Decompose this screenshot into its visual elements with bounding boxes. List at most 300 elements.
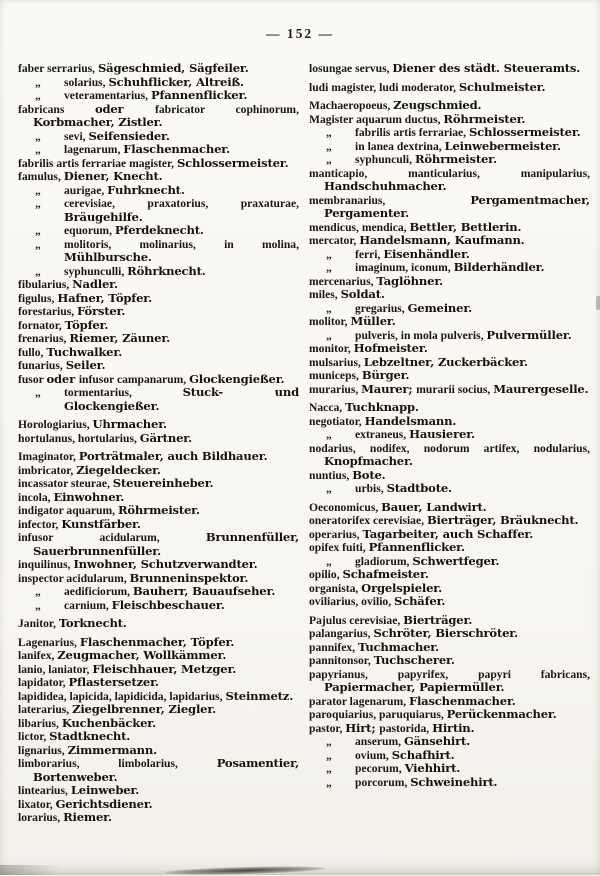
german-translation: Förster. (77, 304, 126, 318)
german-translation: Seifensieder. (88, 128, 170, 143)
latin-term: lictor, (18, 730, 50, 743)
latin-term: fabrilis artis ferrariae, (355, 126, 469, 139)
latin-term: famulus, (18, 170, 64, 183)
latin-term: solarius, (64, 75, 109, 89)
latin-term: mercator, (309, 234, 360, 247)
dictionary-entry (309, 302, 590, 316)
latin-term: Janitor, (18, 617, 59, 630)
latin-term: parator lagenarum, (309, 694, 409, 708)
german-translation: Röhrknecht. (127, 263, 206, 278)
latin-term: cerevisiae, praxatorius, praxaturae, (64, 197, 299, 210)
latin-term: membranarius, (309, 193, 471, 207)
latin-term: opilio, (309, 568, 343, 581)
german-translation: Leinwebermeister. (444, 138, 561, 153)
ditto-mark: „ (326, 482, 332, 495)
latin-term: nuntius, (309, 468, 353, 482)
dictionary-entry (18, 757, 299, 784)
ditto-mark: „ (35, 237, 41, 251)
dictionary-entry (18, 798, 299, 812)
german-translation: Bräugehilfe. (64, 209, 143, 224)
german-translation: Diener des städt. Steueramts. (392, 61, 581, 75)
latin-term: fabrilis artis ferrariae magister, (18, 156, 177, 170)
german-translation: Bote. (352, 467, 386, 482)
ditto-mark: „ (326, 261, 332, 274)
dictionary-entry (309, 695, 590, 709)
latin-term: palangarius, (309, 627, 374, 640)
latin-term: aurigae, (64, 183, 108, 197)
dictionary-entry (309, 749, 590, 763)
dictionary-entry (309, 428, 590, 442)
german-translation: Seiler. (65, 358, 106, 372)
german-translation: Schwertfeger. (412, 553, 500, 568)
latin-term: losungae servus, (309, 62, 393, 75)
german-translation: Gerichtsdiener. (55, 796, 153, 811)
german-translation: Schuhflicker, Altreiß. (108, 74, 244, 89)
german-translation: Stadtbote. (386, 481, 452, 495)
german-translation: Bauherr, Bauaufseher. (132, 584, 276, 598)
latin-term: organista, (309, 581, 362, 595)
dictionary-entry (309, 261, 590, 275)
latin-term: papyrianus, papyrifex, papyri fabricans, (309, 667, 590, 681)
dictionary-entry (309, 541, 590, 555)
latin-term: negotiator, (309, 414, 365, 428)
german-translation: Hirtin. (432, 720, 475, 735)
ditto-mark: „ (35, 143, 41, 156)
german-translation: Handschuhmacher. (324, 179, 447, 193)
german-translation: Flaschenmacher. (123, 142, 230, 156)
dictionary-entry (309, 342, 590, 356)
dictionary-entry (309, 329, 590, 343)
german-translation: Bettler, Bettlerin. (409, 219, 522, 234)
german-translation: Glockengießer. (189, 371, 285, 386)
german-translation: Pferdeknecht. (114, 223, 204, 237)
dictionary-entry (309, 469, 590, 483)
dictionary-entry (309, 288, 590, 302)
latin-term: equorum, (64, 224, 115, 237)
latin-term: opifex fuiti, (309, 541, 369, 554)
latin-term: lignarius, (18, 743, 68, 757)
dictionary-entry (309, 369, 590, 383)
german-translation: Fleischbeschauer. (111, 597, 225, 612)
latin-term: forestarius, (18, 305, 78, 318)
dictionary-entry (18, 663, 299, 677)
dictionary-entry (309, 442, 590, 469)
german-translation: Röhrmeister. (414, 152, 497, 166)
latin-term: infusor campanarum, (78, 372, 190, 386)
dictionary-entry (18, 143, 299, 157)
latin-term: syphunculi, (355, 153, 415, 166)
dictionary-entry (309, 234, 590, 248)
german-translation: Tuchknapp. (345, 400, 419, 414)
german-translation: Steinmetz. (225, 688, 294, 703)
dictionary-entry (309, 315, 590, 329)
dictionary-entry (18, 649, 299, 663)
latin-term: indigator aquarum, (18, 504, 118, 517)
ditto-mark: „ (326, 139, 332, 153)
dictionary-entry (309, 735, 590, 749)
latin-term: fusor (18, 372, 47, 386)
dictionary-entry (309, 140, 590, 154)
german-translation: Riemer, Zäuner. (69, 331, 170, 345)
dictionary-entry (309, 356, 590, 370)
german-translation: Müller. (350, 314, 396, 328)
latin-term: pastorida, (379, 721, 433, 735)
dictionary-entry (309, 514, 590, 528)
german-translation: Stadtknecht. (49, 729, 131, 743)
german-translation: Schröter, Bierschröter. (373, 626, 518, 640)
german-translation: Eisenhändler. (383, 246, 470, 261)
latin-term: lixator, (18, 797, 56, 811)
dictionary-entry (18, 238, 299, 265)
dictionary-entry (309, 81, 590, 95)
ditto-mark: „ (326, 554, 332, 568)
german-translation: Gemeiner. (407, 300, 473, 315)
german-translation: Tuchwalker. (46, 344, 123, 359)
latin-term: molitor, (309, 315, 351, 328)
latin-term: lapididea, lapicida, lapidicida, lapidarius, (18, 689, 226, 703)
scan-artifact (0, 865, 60, 875)
latin-term: Horologiarius, (18, 418, 93, 431)
german-translation: Gärtner. (139, 430, 192, 445)
german-translation: Röhrmeister. (443, 111, 526, 126)
dictionary-entry (18, 744, 299, 758)
dictionary-entry (309, 482, 590, 496)
latin-term: veteramentarius, (64, 89, 151, 102)
dictionary-entry (309, 415, 590, 429)
latin-term: fullo, (18, 345, 47, 359)
latin-term: operarius, (309, 527, 363, 541)
dictionary-entry (309, 641, 590, 655)
ditto-mark: „ (35, 183, 41, 197)
ditto-mark: „ (326, 247, 332, 261)
german-translation: Schafhirt. (391, 747, 455, 762)
latin-term: limborarius, limbolarius, (18, 757, 217, 770)
german-translation: Tuchmacher. (357, 639, 439, 654)
ditto-mark: „ (326, 153, 332, 166)
dictionary-entry (309, 194, 590, 221)
dictionary-entry (18, 305, 299, 319)
dictionary-entry (309, 99, 590, 113)
german-translation: Flaschenmacher. (408, 693, 516, 708)
dictionary-entry (309, 722, 590, 736)
german-translation: Fleischhauer, Metzger. (92, 661, 237, 676)
latin-term: oneratorifex cerevisiae, (309, 514, 427, 527)
ditto-mark: „ (326, 775, 332, 789)
dictionary-entry (18, 717, 299, 731)
dictionary-entry (18, 359, 299, 373)
latin-term: incassator steurae, (18, 477, 113, 490)
german-translation: Brunneninspektor. (129, 570, 249, 585)
dictionary-entry (18, 62, 299, 76)
latin-term: lorarius, (18, 811, 64, 824)
latin-term: funarius, (18, 359, 66, 372)
german-translation: Korbmacher, Zistler. (33, 115, 163, 129)
german-translation: Knopfmacher. (324, 454, 413, 468)
german-translation: oder (46, 371, 79, 386)
ditto-mark: „ (35, 386, 41, 399)
dictionary-entry (18, 703, 299, 717)
dictionary-entry (309, 528, 590, 542)
ditto-mark: „ (326, 301, 332, 315)
latin-term: infector, (18, 517, 62, 531)
dictionary-entry (18, 197, 299, 224)
german-translation: Stuck- und Glockengießer. (64, 385, 299, 413)
german-translation: Bauer, Landwirt. (381, 499, 487, 514)
latin-term: manticapio, manticularius, manipularius, (309, 166, 590, 180)
latin-term: extraneus, (355, 428, 410, 441)
dictionary-entry (18, 676, 299, 690)
german-translation: Papiermacher, Papiermüller. (324, 680, 505, 694)
german-translation: Steuereinheber. (112, 476, 214, 490)
latin-term: lanio, laniator, (18, 662, 93, 676)
ditto-mark: „ (326, 126, 332, 139)
dictionary-entry (309, 275, 590, 289)
german-translation: Schafmeister. (342, 567, 429, 581)
text-columns (0, 62, 600, 825)
dictionary-entry (18, 103, 299, 130)
latin-term: murarii socius, (416, 382, 494, 396)
dictionary-entry (18, 89, 299, 103)
german-translation: Hofmeister. (353, 341, 428, 355)
dictionary-entry (18, 464, 299, 478)
dictionary-entry (18, 599, 299, 613)
dictionary-entry (18, 224, 299, 238)
ditto-mark: „ (326, 762, 332, 775)
dictionary-entry (18, 346, 299, 360)
dictionary-entry (309, 383, 590, 397)
ditto-mark: „ (35, 75, 41, 89)
dictionary-entry (18, 332, 299, 346)
german-translation: Inwohner, Schutzverwandter. (73, 557, 258, 571)
latin-term: molitoris, molinarius, in molina, (64, 237, 299, 251)
dictionary-entry (18, 418, 299, 432)
dictionary-entry (309, 113, 590, 127)
dictionary-entry (18, 170, 299, 184)
german-translation: Gänsehirt. (403, 734, 471, 748)
dictionary-entry (309, 776, 590, 790)
latin-term: fabricator cophinorum, (154, 102, 299, 116)
latin-term: lanifex, (18, 649, 58, 662)
german-translation: Bürger. (361, 368, 410, 382)
latin-term: nodarius, nodifex, nodorum artifex, nodularius, (309, 441, 590, 455)
dictionary-entry (18, 157, 299, 171)
ditto-mark: „ (326, 735, 332, 748)
dictionary-entry (18, 491, 299, 505)
german-translation: Maurergeselle. (493, 381, 589, 396)
page-number: — 152 — (266, 26, 334, 41)
dictionary-entry (309, 582, 590, 596)
german-translation: oder (94, 101, 155, 116)
latin-term: monitor, (309, 342, 354, 355)
latin-term: carnium, (64, 598, 112, 612)
dictionary-entry (18, 432, 299, 446)
ditto-mark: „ (35, 264, 41, 278)
latin-term: pulveris, in mola pulveris, (355, 328, 487, 342)
latin-term: lapidator, (18, 676, 69, 689)
latin-term: pastor, (309, 721, 346, 735)
dictionary-entry (18, 730, 299, 744)
german-translation: Röhrmeister. (117, 503, 200, 517)
ditto-mark: „ (35, 224, 41, 237)
german-translation: Brunnenfüller, Sauerbrunnenfüller. (33, 530, 299, 558)
german-translation: Handelsmann, Kaufmann. (359, 233, 525, 247)
latin-term: mercenarius, (309, 274, 377, 288)
latin-term: libarius, (18, 716, 62, 730)
latin-term: syphunculli, (64, 264, 128, 278)
german-translation: Schlossermeister. (468, 125, 581, 139)
latin-term: ferri, (355, 247, 384, 261)
latin-term: mulsarius, (309, 355, 364, 369)
german-translation: Lebzeltner, Zuckerbäcker. (363, 354, 528, 369)
german-translation: Schulmeister. (458, 79, 546, 94)
german-translation: Zeugschmied. (393, 98, 482, 112)
german-translation: Pfannenflicker. (368, 540, 465, 554)
german-translation: Ziegelbrenner, Ziegler. (72, 702, 216, 716)
dictionary-entry (18, 265, 299, 279)
german-translation: Kunstfärber. (61, 516, 141, 531)
latin-term: Machaeropoeus, (309, 99, 394, 112)
latin-term: murarius, (309, 382, 362, 396)
dictionary-entry (18, 636, 299, 650)
ditto-mark: „ (326, 748, 332, 762)
latin-term: mendicus, mendica, (309, 220, 410, 234)
right-column (309, 62, 590, 825)
latin-term: ovium, (355, 748, 392, 762)
german-translation: Schweinehirt. (410, 774, 498, 789)
german-translation: Maurer; (361, 381, 417, 396)
latin-term: Magister aquarum ductus, (309, 112, 444, 126)
latin-term: fibularius, (18, 278, 73, 291)
german-translation: Bierträger, Bräuknecht. (426, 513, 579, 527)
dictionary-entry (309, 401, 590, 415)
german-translation: Hausierer. (409, 427, 475, 441)
ditto-mark: „ (35, 129, 41, 143)
latin-term: tormentarius, (64, 386, 183, 399)
dictionary-entry (309, 627, 590, 641)
latin-term: in lanea dextrina, (355, 139, 445, 153)
latin-term: faber serrarius, (18, 62, 98, 75)
latin-term: anserum, (355, 735, 404, 748)
latin-term: aedificiorum, (64, 585, 133, 598)
german-translation: Bierträger. (403, 612, 473, 627)
german-translation: Posamentier, Bortenweber. (33, 756, 299, 784)
dictionary-entry (18, 784, 299, 798)
german-translation: Leinweber. (70, 783, 140, 797)
ditto-mark: „ (35, 598, 41, 612)
dictionary-entry (309, 221, 590, 235)
dictionary-entry (309, 62, 590, 76)
dictionary-entry (18, 292, 299, 306)
german-translation: Nadler. (72, 277, 118, 291)
german-translation: Hafner, Töpfer. (57, 290, 152, 305)
dictionary-entry (309, 568, 590, 582)
latin-term: lintearius, (18, 784, 71, 797)
german-translation: Schlossermeister. (176, 155, 289, 170)
latin-term: gladiorum, (355, 554, 413, 568)
ditto-mark: „ (326, 328, 332, 342)
dictionary-entry (18, 386, 299, 413)
german-translation: Perückenmacher. (446, 707, 557, 721)
latin-term: hortulanus, hortularius, (18, 431, 140, 445)
dictionary-entry (309, 708, 590, 722)
german-translation: Uhrmacher. (92, 417, 167, 431)
latin-term: pannifex, (309, 640, 358, 654)
dictionary-entry (309, 614, 590, 628)
latin-term: paroquiarius, paruquiarus, (309, 708, 447, 721)
german-translation: Zimmermann. (67, 742, 157, 757)
latin-term: municeps, (309, 369, 362, 382)
dictionary-entry (309, 762, 590, 776)
dictionary-entry (18, 572, 299, 586)
latin-term: gregarius, (355, 301, 408, 315)
german-translation: Riemer. (63, 810, 112, 824)
ditto-mark: „ (35, 585, 41, 598)
dictionary-entry (18, 531, 299, 558)
dictionary-entry (18, 518, 299, 532)
dictionary-entry (309, 153, 590, 167)
latin-term: Nacca, (309, 401, 346, 414)
latin-term: pannitonsor, (309, 654, 374, 667)
dictionary-entry (18, 373, 299, 387)
latin-term: incola, (18, 490, 54, 504)
german-translation: Diener, Knecht. (63, 169, 163, 183)
dictionary-entry (309, 555, 590, 569)
german-translation: Orgelspieler. (361, 580, 442, 595)
german-translation: Pulvermüller. (486, 327, 572, 342)
dictionary-entry (18, 558, 299, 572)
latin-term: Lagenarius, (18, 635, 80, 649)
latin-term: inquilinus, (18, 558, 74, 571)
german-translation: Töpfer. (64, 317, 109, 332)
german-translation: Viehhirt. (404, 761, 461, 775)
german-translation: Fuhrknecht. (107, 182, 185, 197)
latin-term: fabricans (18, 102, 95, 116)
latin-term: imbricator, (18, 463, 77, 477)
latin-term: lagenarum, (64, 143, 124, 156)
latin-term: fornator, (18, 318, 65, 332)
dictionary-entry (18, 319, 299, 333)
german-translation: Mühlbursche. (64, 250, 152, 264)
ditto-mark: „ (35, 89, 41, 102)
latin-term: Oeconomicus, (309, 500, 382, 514)
german-translation: Hirt; (345, 720, 380, 735)
dictionary-entry (18, 811, 299, 825)
ditto-mark: „ (326, 428, 332, 441)
dictionary-entry (309, 595, 590, 609)
dictionary-entry (18, 690, 299, 704)
german-translation: Ziegeldecker. (76, 462, 161, 477)
dictionary-entry (18, 184, 299, 198)
latin-term: figulus, (18, 291, 58, 305)
german-translation: Einwohner. (53, 489, 125, 504)
latin-term: ludi magister, ludi moderator, (309, 80, 459, 94)
german-translation: Pergamentmacher, Pergamenter. (324, 192, 590, 220)
latin-term: porcorum, (355, 775, 411, 789)
dictionary-entry (18, 585, 299, 599)
german-translation: Pfannenflicker. (150, 88, 248, 102)
latin-term: urbis, (355, 482, 387, 495)
latin-term: laterarius, (18, 703, 73, 716)
dictionary-entry (309, 126, 590, 140)
latin-term: imaginum, iconum, (355, 261, 454, 274)
german-translation: Flaschenmacher, Töpfer. (79, 634, 235, 649)
dictionary-entry (18, 617, 299, 631)
latin-term: Imaginator, (18, 450, 79, 463)
dictionary-entry (18, 477, 299, 491)
dictionary-entry (309, 248, 590, 262)
latin-term: miles, (309, 288, 341, 301)
german-translation: Bilderhändler. (453, 260, 545, 274)
